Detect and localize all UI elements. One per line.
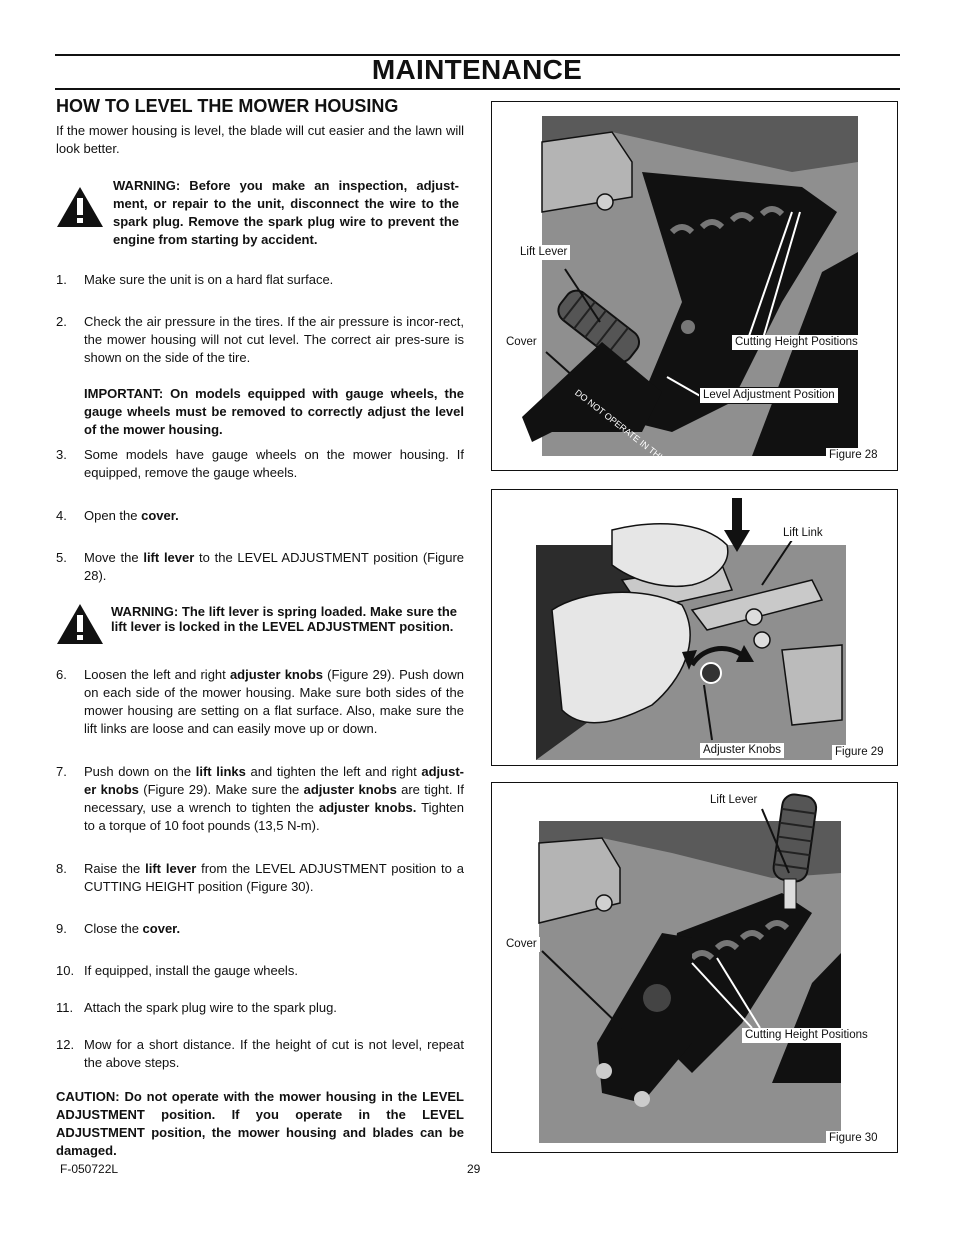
lift-lever-cutting-height-illustration [492,783,897,1152]
step-number: 7. [56,764,67,779]
step-number: 8. [56,861,67,876]
warning-text-2: WARNING: The lift lever is spring loaded. Make sure the lift lever is locked in the LEVEL ADJUSTMENT position. [111,604,457,634]
label-lift-lever: Lift Lever [707,793,760,808]
step-number: 3. [56,447,67,462]
step-number: 9. [56,921,67,936]
label-lift-lever: Lift Lever [517,245,570,260]
step-number: 12. [56,1037,75,1052]
page-number: 29 [467,1162,481,1176]
step-4-text: Open the cover. [84,508,179,523]
step-1-text: Make sure the unit is on a hard flat surface. [84,272,334,287]
label-cover: Cover [503,335,540,350]
step-8-text: Raise the lift lever from the LEVEL ADJUSTMENT position to a CUTTING HEIGHT position (Figure 30). [84,861,464,894]
warning-icon [55,185,105,229]
section-title: HOW TO LEVEL THE MOWER HOUSING [56,96,399,116]
step-3-text: Some models have gauge wheels on the mower housing. If equipped, remove the gauge wheels. [84,447,464,480]
step-number: 10. [56,963,75,978]
label-lift-link: Lift Link [780,526,826,541]
figure-30 [491,782,898,1153]
important-note: IMPORTANT: On models equipped with gauge wheels, the gauge wheels must be removed to correctly adjust the level of the mower housing. [84,386,464,437]
figure-28 [491,101,898,471]
label-level-adjustment-position: Level Adjustment Position [699,387,839,404]
step-2-text: Check the air pressure in the tires. If the air pressure is incor-rect, the mower housing will not cut level. The correct air pres-sure is shown on the side of the tire. [84,314,464,365]
figure-caption: Figure 29 [832,745,887,760]
step-number: 2. [56,314,67,329]
adjuster-knobs-illustration [492,490,897,765]
label-cover: Cover [503,937,540,952]
warning-icon [55,602,105,646]
figure-29 [491,489,898,766]
title-underline [55,88,900,90]
step-6-text: Loosen the left and right adjuster knobs (Figure 29). Push down on each side of the mower housing. Make sure both sides of the mower housing are setting on a flat surface. Also, make sure the lift links are loose and can easily move up or down. [84,667,465,736]
lift-lever-level-illustration [492,102,897,470]
step-5-text: Move the lift lever to the LEVEL ADJUSTMENT position (Figure 28). [84,550,465,583]
step-9-text: Close the cover. [84,921,181,936]
label-cutting-height-positions: Cutting Height Positions [742,1028,871,1043]
warning-text-1: WARNING: Before you make an inspection, adjust-ment, or repair to the unit, disconnect the wire to the spark plug. Remove the spark plug wire to prevent the engine from starting by accident. [113,178,459,247]
step-10-text: If equipped, install the gauge wheels. [84,963,298,978]
step-number: 4. [56,508,67,523]
step-7-text: Push down on the lift links and tighten the left and right adjust-er knobs (Figure 29). Make sure the adjuster knobs are tight. If necessary, use a wrench to tighten the adjuster knobs. Tighten to a torque of 10 foot pounds (13,5 N-m). [84,764,464,833]
footer-code: F-050722L [60,1162,119,1176]
step-number: 11. [56,1000,74,1015]
step-12-text: Mow for a short distance. If the height of cut is not level, repeat the above steps. [84,1037,464,1070]
step-number: 5. [56,550,67,565]
step-number: 1. [56,272,67,287]
intro-paragraph: If the mower housing is level, the blade will cut easier and the lawn will look better. [56,123,464,156]
page-title: MAINTENANCE [371,54,583,85]
step-number: 6. [56,667,67,682]
label-adjuster-knobs: Adjuster Knobs [700,743,784,758]
step-11-text: Attach the spark plug wire to the spark plug. [84,1000,337,1015]
decal-text: DO NOT OPERATE IN THIS [572,387,669,466]
figure-caption: Figure 30 [826,1131,881,1146]
caution-paragraph: CAUTION: Do not operate with the mower housing in the LEVEL ADJUSTMENT position. If you operate in the LEVEL ADJUSTMENT position, the mower housing and blades can be damaged. [56,1089,464,1158]
figure-caption: Figure 28 [826,448,881,463]
label-cutting-height-positions: Cutting Height Positions [732,335,861,350]
